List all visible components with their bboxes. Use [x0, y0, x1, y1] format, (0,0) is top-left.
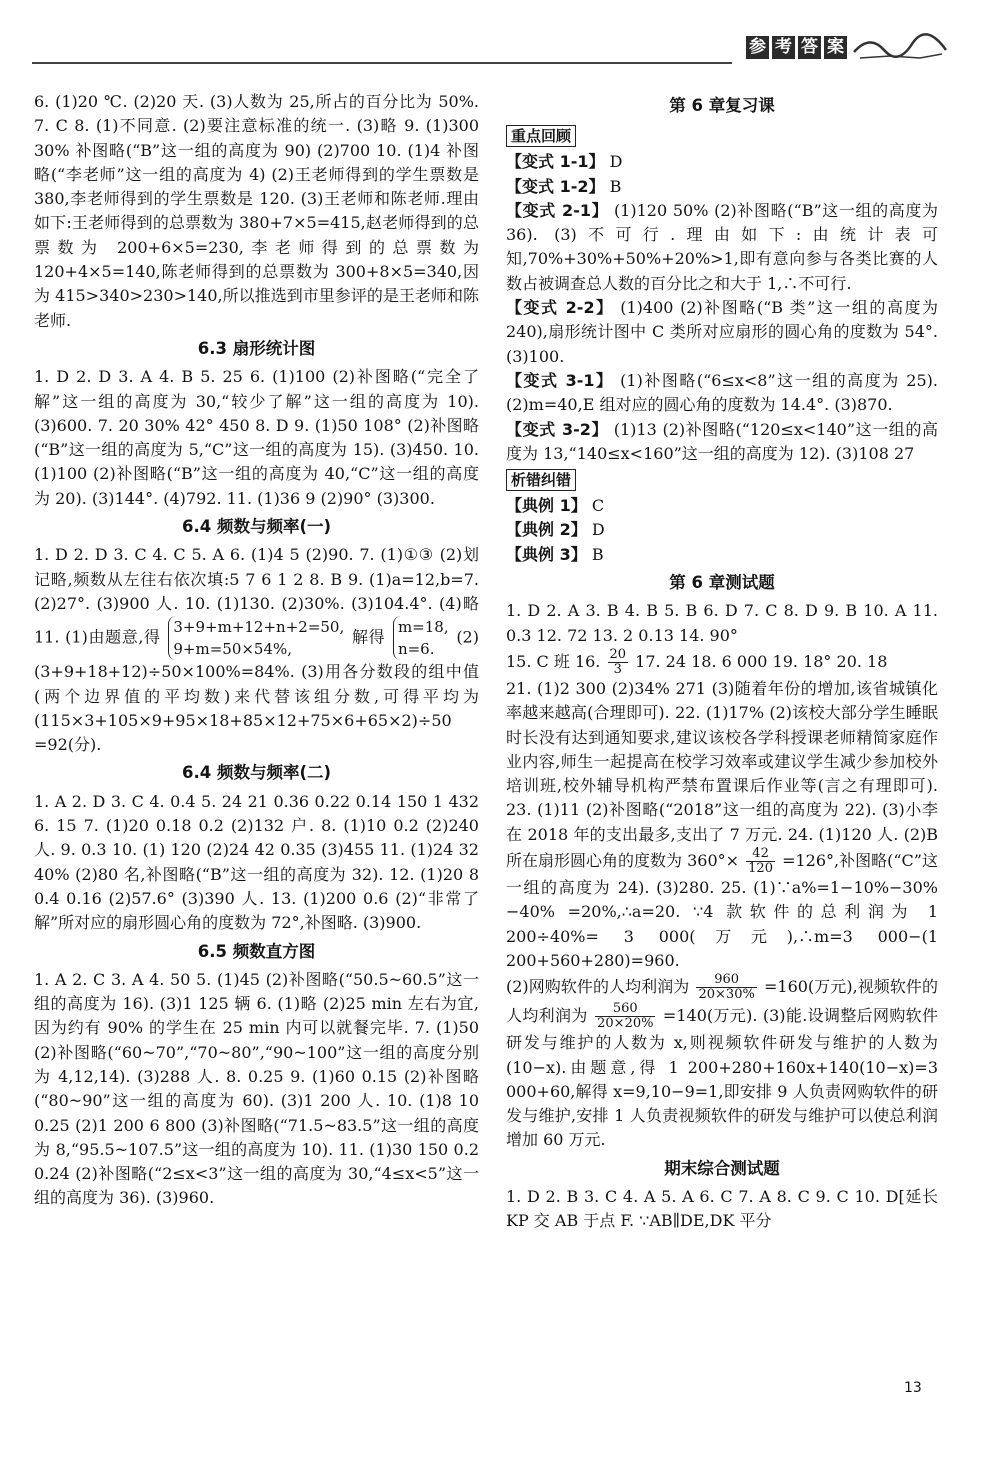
equation-system: [168, 616, 344, 660]
equation-line: m=18,: [397, 618, 449, 637]
test-answers-15: [506, 648, 938, 677]
fraction-numerator: 20: [609, 646, 627, 662]
example-answer: D: [591, 520, 605, 540]
test-answers-1: 1. D 2. A 3. B 4. B 5. B 6. D 7. C 8. D 9. B 10. A 11. 0.3 12. 72 13. 2 0.13 14. 90°: [506, 601, 938, 645]
fraction-denominator: 20×20%: [597, 1016, 654, 1032]
fraction-numerator: 960: [696, 973, 756, 988]
test-answers-21-a: 21. (1)2 300 (2)34% 271 (3)随着年份的增加,该省城镇化率越来越高(合理即可). 22. (1)17% (2)该校大部分学生睡眠时长没有达到通知要求,建议该校各学科授课老师精简家庭作业内容,师生一起提高在校学习效率或建议学生减少参加校外培训班,校外辅导机构严禁布置课后作业等(言之有理即可). 23. (1)11 (2)补图略(“2018”这一组的高度为 22). (3)小李在 2018 年的支出最多,支出了 7 万元. 24. (1)120 人. (2)B 所在扇形圆心角的度数为 360°×: [506, 678, 938, 871]
variant-1-2: [506, 175, 938, 199]
section-title-6-4-2: 6.4 频数与频率(二): [181, 763, 332, 783]
header-decoration-icon: [850, 30, 950, 64]
section-title-6-5: 6.5 频数直方图: [197, 941, 316, 961]
fraction-denominator: 20×30%: [698, 987, 755, 1003]
key-review-box: 重点回顾: [506, 125, 576, 147]
answers-6-2-tail: 6. (1)20 ℃. (2)20 天. (3)人数为 25,所占的百分比为 50%. 7. C 8. (1)不同意. (2)要注意标准的统一. (3)略 9. (1)300 30% 补图略(“B”这一组的高度为 90) (2)700 10. (1)4 补图略(“李老师”这一组的高度为 4) (2)王老师得到的学生票数是 380,李老师得到的学生票数是 120. (3)王老师和陈老师.理由如下:王老师得到的总票数为 380+7×5=415,赵老师得到的总票数为 200+6×5=230,李老师得到的总票数为 120+4×5=140,陈老师得到的总票数为 300+8×5=340,因为 415>340>230>140,所以推选到市里参评的是王老师和陈老师.: [34, 92, 479, 330]
section-title-6-4-1: 6.4 频数与频率(一): [181, 517, 332, 537]
example-3: [506, 543, 938, 567]
example-tag: 【典例 1】: [506, 496, 587, 516]
fraction-denominator: 3: [613, 661, 622, 677]
test-answers-24-b: =126°,补图略(“C”这一组的高度为 24). (3)280. 25. (1)∵a%=1−10%−30%−40% =20%,∴a=20. ∵4 款软件的总利润为 1 200÷40%= 3 000(万元),∴m=3 000−(1 200+560+280)=960.: [506, 851, 938, 970]
answers-6-4-2: 1. A 2. D 3. C 4. 0.4 5. 24 21 0.36 0.22 0.14 150 1 432 6. 15 7. (1)20 0.18 0.2 (2)132 户. 8. (1)10 0.2 (2)240 人. 9. 0.3 10. (1) 120 (2)24 42 0.35 (3)455 11. (1)24 32 40% (2)80 名,补图略(“B”这一组的高度为 32). 12. (1)20 8 0.4 0.16 (2)57.6° (3)390 人. 13. (1)200 0.6 (2)“非常了解”所对应的扇形圆心角的度数为 72°,补图略. (3)900.: [34, 791, 479, 933]
section-title-review: 第 6 章复习课: [669, 96, 775, 115]
test-answers-25-a: (2)网购软件的人均利润为: [506, 977, 690, 997]
example-answer: B: [591, 544, 604, 564]
example-1: [506, 494, 938, 518]
answers-6-4-1-part-b: (2)(3+9+18+12)÷50×100%=84%. (3)用各分数段的组中值(两个边界值的平均数)来代替该组分数,可得平均为 (115×3+105×9+95×18+85×12+75×6+65×2)÷50 =92(分).: [34, 627, 479, 755]
test-answers-25-b: =160(万元),视频软件的人均利润为: [506, 977, 938, 1026]
solve-label: 解得: [351, 627, 386, 647]
variant-tag: 【变式 2-1】: [506, 200, 609, 220]
variant-3-1: [506, 369, 938, 418]
variant-1-1: [506, 150, 938, 174]
example-tag: 【典例 3】: [506, 544, 587, 564]
variant-tag: 【变式 2-2】: [506, 298, 614, 318]
section-title-chapter-test: 第 6 章测试题: [669, 573, 775, 593]
variant-answer: (1)补图略(“6≤x<8”这一组的高度为 25). (2)m=40,E 组对应的圆心角的度数为 14.4°. (3)870.: [506, 370, 938, 415]
equation-line: n=6.: [397, 640, 435, 659]
badge-char: 答: [798, 36, 821, 59]
test-answers-25: [506, 973, 938, 1152]
variant-3-2: [506, 418, 938, 467]
answers-6-4-1-part-a: 1. D 2. D 3. C 4. C 5. A 6. (1)4 5 (2)90. 7. (1)①③ (2)划记略,频数从左往右依次填:5 7 6 1 2 8. B 9. (1)a=12,b=7. (2)27°. (3)900 人. 10. (1)130. (2)30%. (3)104.4°. (4)略 11. (1)由题意,得: [34, 545, 479, 647]
variant-tag: 【变式 3-1】: [506, 370, 614, 390]
variant-answer: (1)400 (2)补图略(“B 类”这一组的高度为 240),扇形统计图中 C 类所对应扇形的圆心角的度数为 54°. (3)100.: [506, 298, 938, 366]
fraction: [595, 1002, 655, 1031]
test-answers-15-a: 15. C 班 16.: [506, 651, 601, 671]
variant-tag: 【变式 3-2】: [506, 419, 609, 439]
variant-answer: (1)13 (2)补图略(“120≤x<140”这一组的高度为 13,“140≤x<160”这一组的高度为 12). (3)108 27: [506, 419, 938, 463]
equation-line: 3+9+m+12+n+2=50,: [173, 618, 345, 637]
variant-answer: D: [609, 152, 623, 172]
example-2: [506, 518, 938, 542]
variant-tag: 【变式 1-1】: [506, 152, 605, 172]
header-rule: [32, 62, 732, 64]
fraction: [696, 973, 756, 1002]
equation-line: 9+m=50×54%,: [173, 640, 293, 659]
section-title-6-3: 6.3 扇形统计图: [197, 338, 316, 358]
fraction-denominator: 120: [748, 861, 773, 877]
fraction-numerator: 42: [746, 847, 775, 862]
variant-2-2: [506, 296, 938, 369]
answers-6-4-1: [34, 543, 479, 757]
answers-6-3: 1. D 2. D 3. A 4. B 5. 25 6. (1)100 (2)补图略(“完全了解”这一组的高度为 30,“较少了解”这一组的高度为 10). (3)600. 7. 20 30% 42° 450 8. D 9. (1)50 108° (2)补图略(“B”这一组的高度为 5,“C”这一组的高度为 15). (3)450. 10. (1)100 (2)补图略(“B”这一组的高度为 40,“C”这一组的高度为 20). (3)144°. (4)792. 11. (1)36 9 (2)90° (3)300.: [34, 367, 479, 508]
variant-2-1: [506, 199, 938, 296]
test-answers-15-b: 17. 24 18. 6 000 19. 18° 20. 18: [635, 651, 888, 671]
right-column: [506, 90, 938, 1234]
error-analysis-box: 析错纠错: [506, 469, 576, 491]
badge-char: 考: [772, 36, 795, 59]
badge-char: 案: [824, 36, 847, 59]
fraction: [608, 648, 629, 677]
page-number: 13: [904, 1380, 922, 1396]
example-tag: 【典例 2】: [506, 520, 587, 540]
final-test-answers: 1. D 2. B 3. C 4. A 5. A 6. C 7. A 8. C 9. C 10. D[延长 KP 交 AB 于点 F. ∵AB∥DE,DK 平分: [506, 1186, 938, 1231]
answers-6-5: 1. A 2. C 3. A 4. 50 5. (1)45 (2)补图略(“50.5~60.5”这一组的高度为 16). (3)1 125 辆 6. (1)略 (2)25 min 左右为宜,因为约有 90% 的学生在 25 min 内可以就餐完毕. 7. (1)50 (2)补图略(“60~70”,“70~80”,“90~100”这一组的高度分别为 4,12,14). (3)288 人. 8. 0.25 9. (1)60 0.15 (2)补图略(“80~90”这一组的高度为 60). (3)1 200 人. 10. (1)8 10 0.25 (2)1 200 6 800 (3)补图略(“71.5~83.5”这一组的高度为 8,“95.5~107.5”这一组的高度为 10). 11. (1)30 150 0.2 0.24 (2)补图略(“2≤x<3”这一组的高度为 30,“4≤x<5”这一组的高度为 36). (3)960.: [34, 969, 479, 1208]
badge-char: 参: [746, 36, 769, 59]
variant-answer: (1)120 50% (2)补图略(“B”这一组的高度为 36). (3)不可行.理由如下:由统计表可知,70%+30%+50%+20%>1,即有意向参与各类比赛的人数占被调查总人数的百分比之和大于 1,∴不可行.: [506, 200, 938, 293]
section-title-final-test: 期末综合测试题: [664, 1158, 780, 1178]
variant-tag: 【变式 1-2】: [506, 176, 605, 196]
variant-answer: B: [609, 176, 622, 196]
test-answers-21: [506, 677, 938, 973]
answer-key-badge: [742, 34, 851, 60]
solution-system: [393, 616, 449, 660]
test-answers-25-c: =140(万元). (3)能.设调整后网购软件研发与维护的人数为 x,则视频软件研发与维护的人数为(10−x).由题意,得 1 200+280+160x+140(10−x)=3 000+60,解得 x=9,10−9=1,即安排 9 人负责网购软件的研发与维护,安排 1 人负责视频软件的研发与维护可以使总利润增加 60 万元.: [506, 1006, 939, 1150]
fraction: [746, 847, 775, 876]
left-column: [34, 90, 479, 1211]
fraction-numerator: 560: [595, 1002, 655, 1017]
example-answer: C: [591, 496, 605, 516]
